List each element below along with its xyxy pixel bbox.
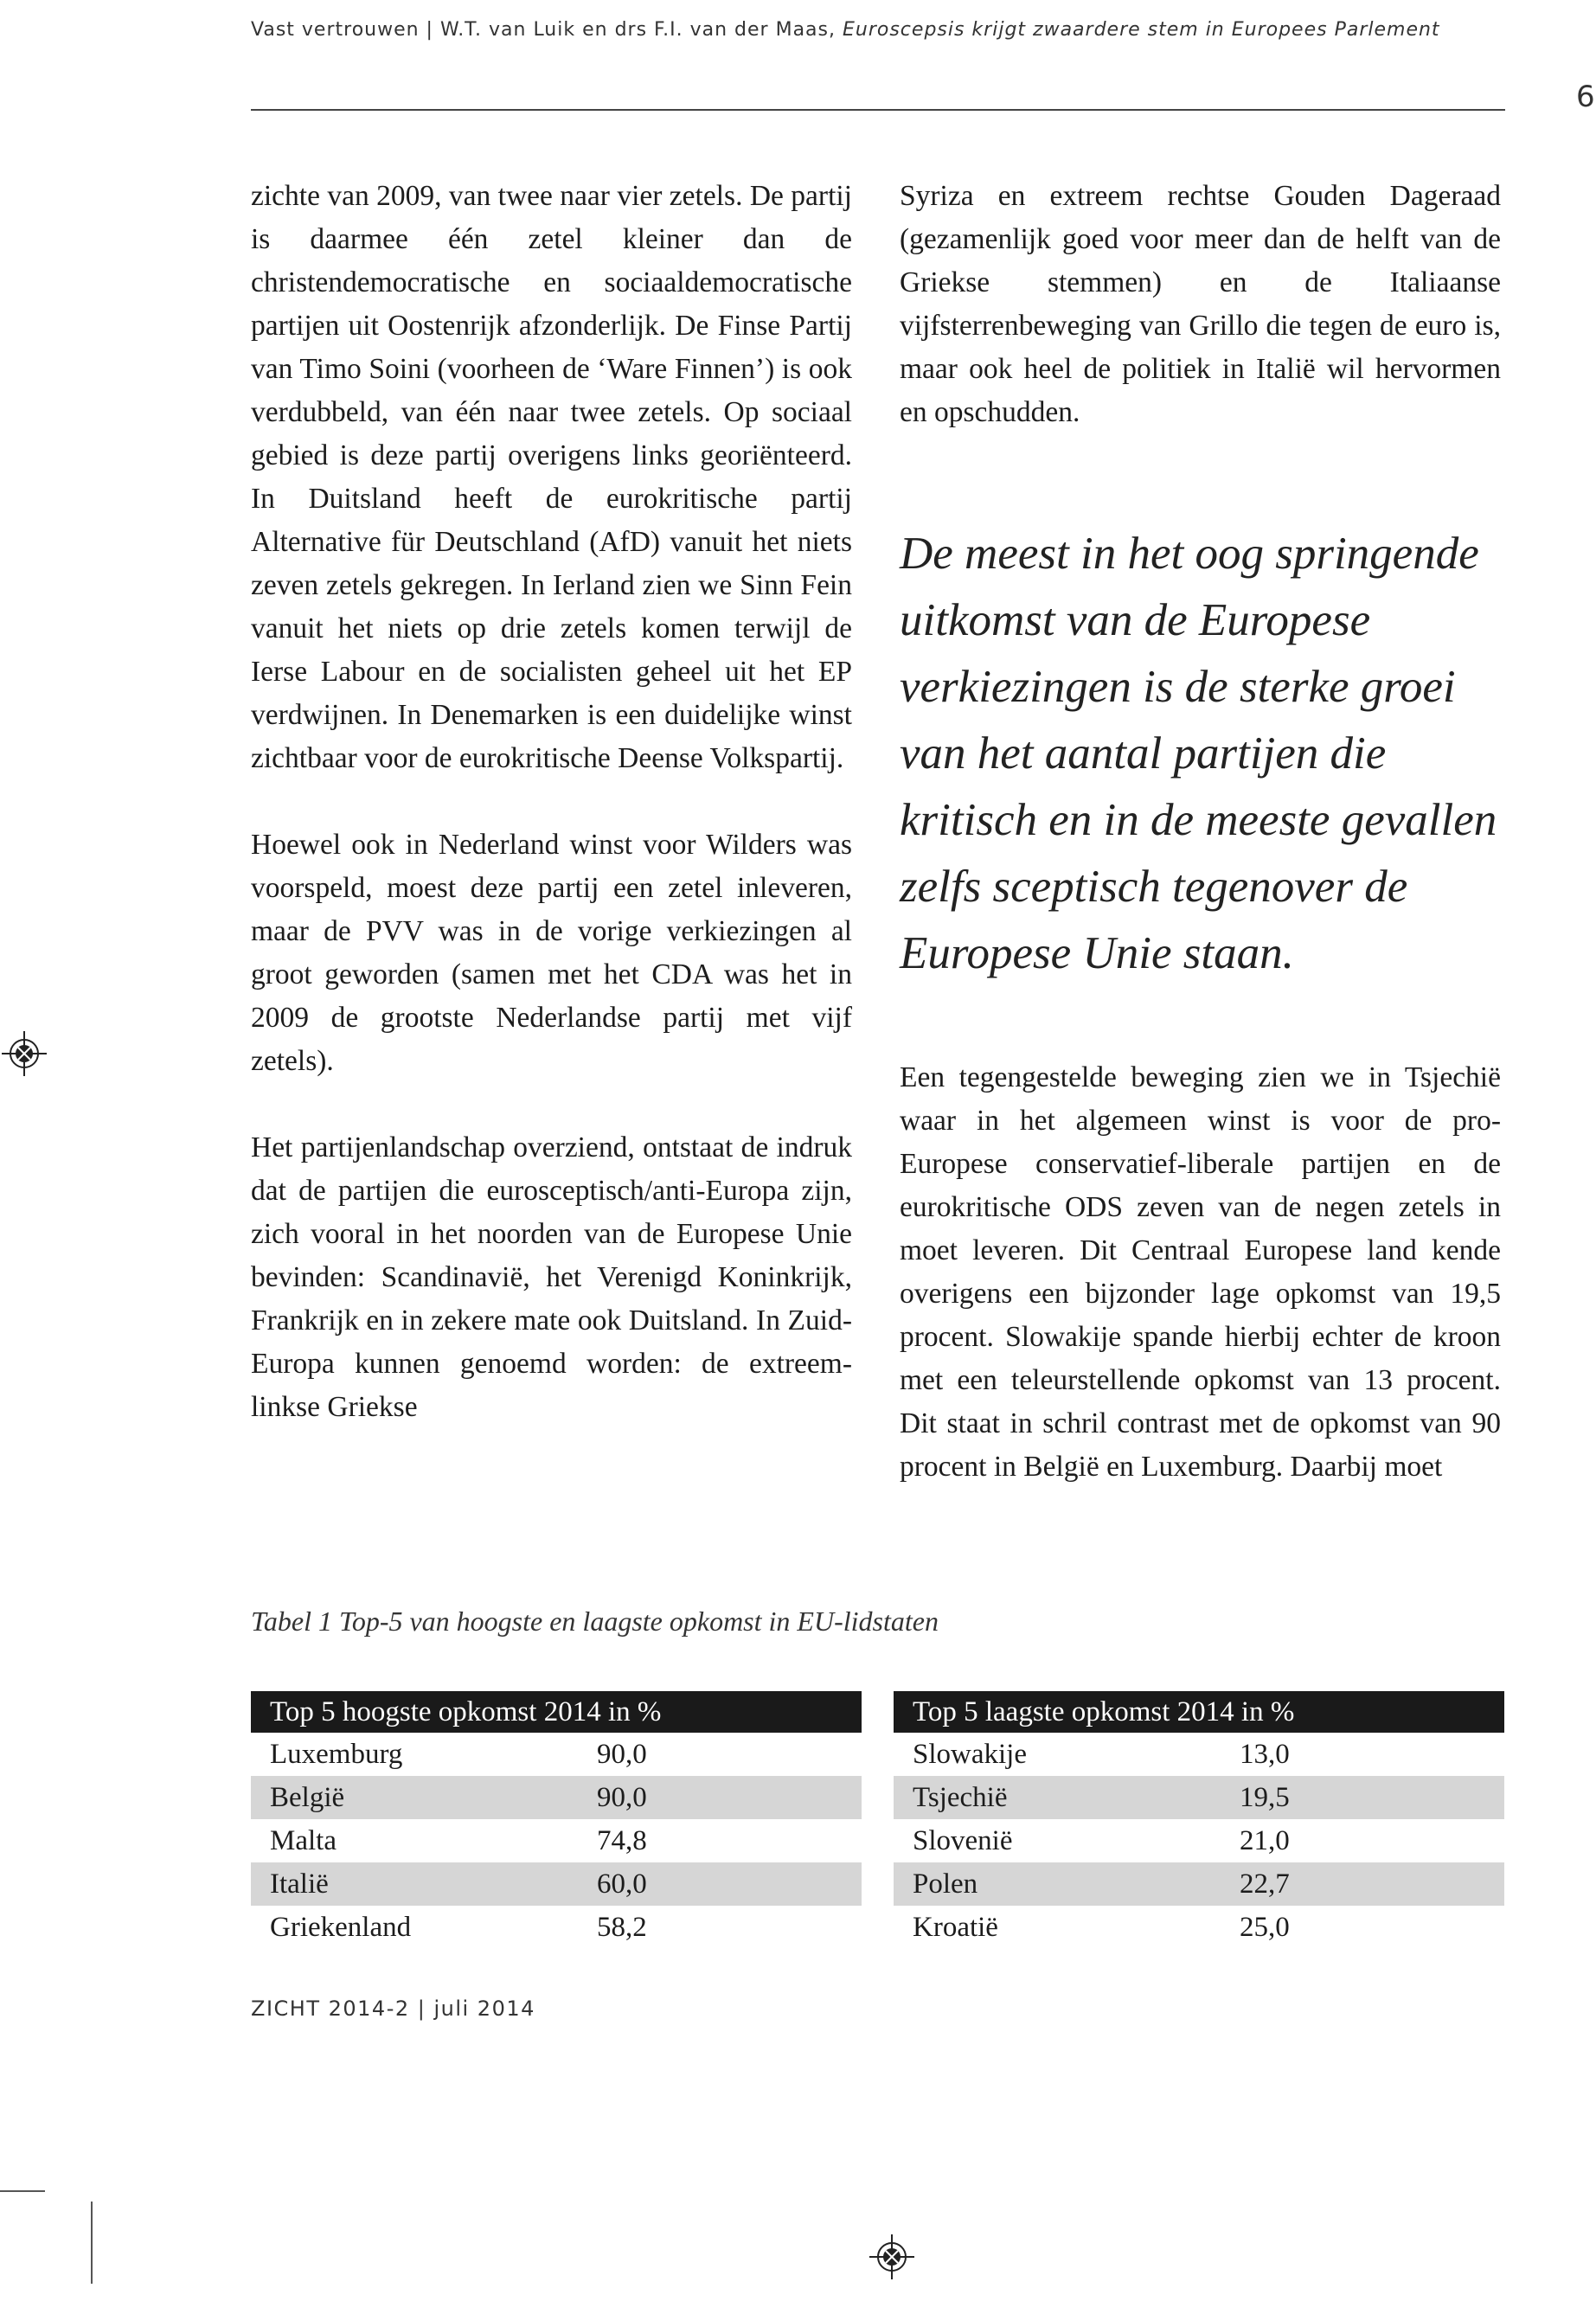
body-paragraph: Het partijenlandschap overziend, ontstaat de indruk dat de partijen die eurosceptisch/anti-Europa zijn, zich vooral in het noorden van de Europese Unie bevinden: Scandinavië, het Verenigd Koninkrijk, Frankrijk en in zekere mate ook Duitsland. In Zuid-Europa kunnen genoemd worden: de extreem-linkse Griekse xyxy=(251,1131,852,1423)
country-cell: Slowakije xyxy=(913,1738,1027,1770)
crop-mark xyxy=(0,2190,45,2192)
table-header: Top 5 laagste opkomst 2014 in % xyxy=(894,1691,1504,1733)
value-cell: 90,0 xyxy=(597,1738,647,1770)
table-row xyxy=(251,1819,862,1862)
table-row xyxy=(894,1862,1504,1906)
table-row xyxy=(894,1906,1504,1949)
body-paragraph: zichte van 2009, van twee naar vier zetels. De partij is daarmee één zetel kleiner dan de christendemocratische en sociaaldemocratische partijen uit Oostenrijk afzonderlijk. De Finse Partij van Timo Soini (voorheen de ‘Ware Finnen’) is ook verdubbeld, van één naar twee zetels. Op sociaal gebied is deze partij overigens links georiënteerd. In Duitsland heeft de eurokritische partij Alternative für Deutschland (AfD) vanuit het niets zeven zetels gekregen. In Ierland zien we Sinn Fein vanuit het niets op drie zetels komen terwijl de Ierse Labour en de socialisten geheel uit het EP verdwijnen. In Denemarken is een duidelijke winst zichtbaar voor de eurokritische Deense Volkspartij. xyxy=(251,180,852,774)
running-header xyxy=(251,19,1505,41)
header-authors: Vast vertrouwen | W.T. van Luik en drs F.I. van der Maas, xyxy=(251,19,843,41)
country-cell: België xyxy=(251,1776,597,1819)
page-number: 6 xyxy=(1576,80,1595,114)
country-cell: Kroatië xyxy=(913,1911,998,1943)
header-article-title: Euroscepsis krijgt zwaardere stem in Europees Parlement xyxy=(843,19,1440,41)
value-cell: 25,0 xyxy=(1240,1911,1290,1943)
registration-mark-icon xyxy=(869,2234,914,2279)
value-cell: 74,8 xyxy=(597,1824,647,1856)
page-footer: ZICHT 2014-2 | juli 2014 xyxy=(251,1997,535,2021)
table-caption: Tabel 1 Top-5 van hoogste en laagste opkomst in EU-lidstaten xyxy=(251,1606,939,1637)
pull-quote: De meest in het oog springende uitkomst van de Europese verkiezingen is de sterke groei van het aantal partijen die kritisch en in de meeste gevallen zelfs sceptisch tegenover de Europese Unie staan. xyxy=(900,529,1497,978)
body-paragraph: Hoewel ook in Nederland winst voor Wilders was voorspeld, moest deze partij een zetel inleveren, maar de PVV was in de vorige verkiezingen al groot geworden (samen met het CDA was het in 2009 de grootste Nederlandse partij met vijf zetels). xyxy=(251,829,852,1077)
value-cell: 60,0 xyxy=(597,1862,862,1906)
table-header: Top 5 hoogste opkomst 2014 in % xyxy=(251,1691,862,1733)
table-highest-turnout xyxy=(251,1691,862,1949)
value-cell: 13,0 xyxy=(1240,1738,1290,1770)
country-cell: Italië xyxy=(251,1862,597,1906)
right-column xyxy=(900,175,1501,1489)
table-lowest-turnout xyxy=(894,1691,1504,1949)
value-cell: 22,7 xyxy=(1240,1862,1504,1906)
header-rule xyxy=(251,109,1505,111)
table-row xyxy=(251,1733,862,1776)
registration-mark-icon xyxy=(2,1031,47,1076)
table-row xyxy=(894,1819,1504,1862)
left-column xyxy=(251,175,852,1429)
value-cell: 90,0 xyxy=(597,1776,862,1819)
table-row xyxy=(251,1906,862,1949)
country-cell: Polen xyxy=(894,1862,1240,1906)
crop-mark xyxy=(91,2202,93,2284)
table-row xyxy=(251,1776,862,1819)
country-cell: Tsjechië xyxy=(894,1776,1240,1819)
value-cell: 58,2 xyxy=(597,1911,647,1943)
country-cell: Slovenië xyxy=(913,1824,1013,1856)
value-cell: 21,0 xyxy=(1240,1824,1290,1856)
body-paragraph: Een tegengestelde beweging zien we in Tsjechië waar in het algemeen winst is voor de pro-Europese conservatief-liberale partijen en de eurokritische ODS zeven van de negen zetels in moet leveren. Dit Centraal Europese land kende overigens een bijzonder lage opkomst van 19,5 procent. Slowakije spande hierbij echter de kroon met een teleurstellende opkomst van 13 procent. Dit staat in schril contrast met de opkomst van 90 procent in België en Luxemburg. Daarbij moet xyxy=(900,1061,1501,1483)
country-cell: Griekenland xyxy=(270,1911,412,1943)
table-row xyxy=(894,1733,1504,1776)
country-cell: Malta xyxy=(270,1824,337,1856)
body-paragraph: Syriza en extreem rechtse Gouden Dageraad (gezamenlijk goed voor meer dan de helft van de Griekse stemmen) en de Italiaanse vijfsterrenbeweging van Grillo die tegen de euro is, maar ook heel de politiek in Italië wil hervormen en opschudden. xyxy=(900,180,1501,428)
value-cell: 19,5 xyxy=(1240,1776,1504,1819)
table-row xyxy=(251,1862,862,1906)
country-cell: Luxemburg xyxy=(270,1738,403,1770)
table-row xyxy=(894,1776,1504,1819)
